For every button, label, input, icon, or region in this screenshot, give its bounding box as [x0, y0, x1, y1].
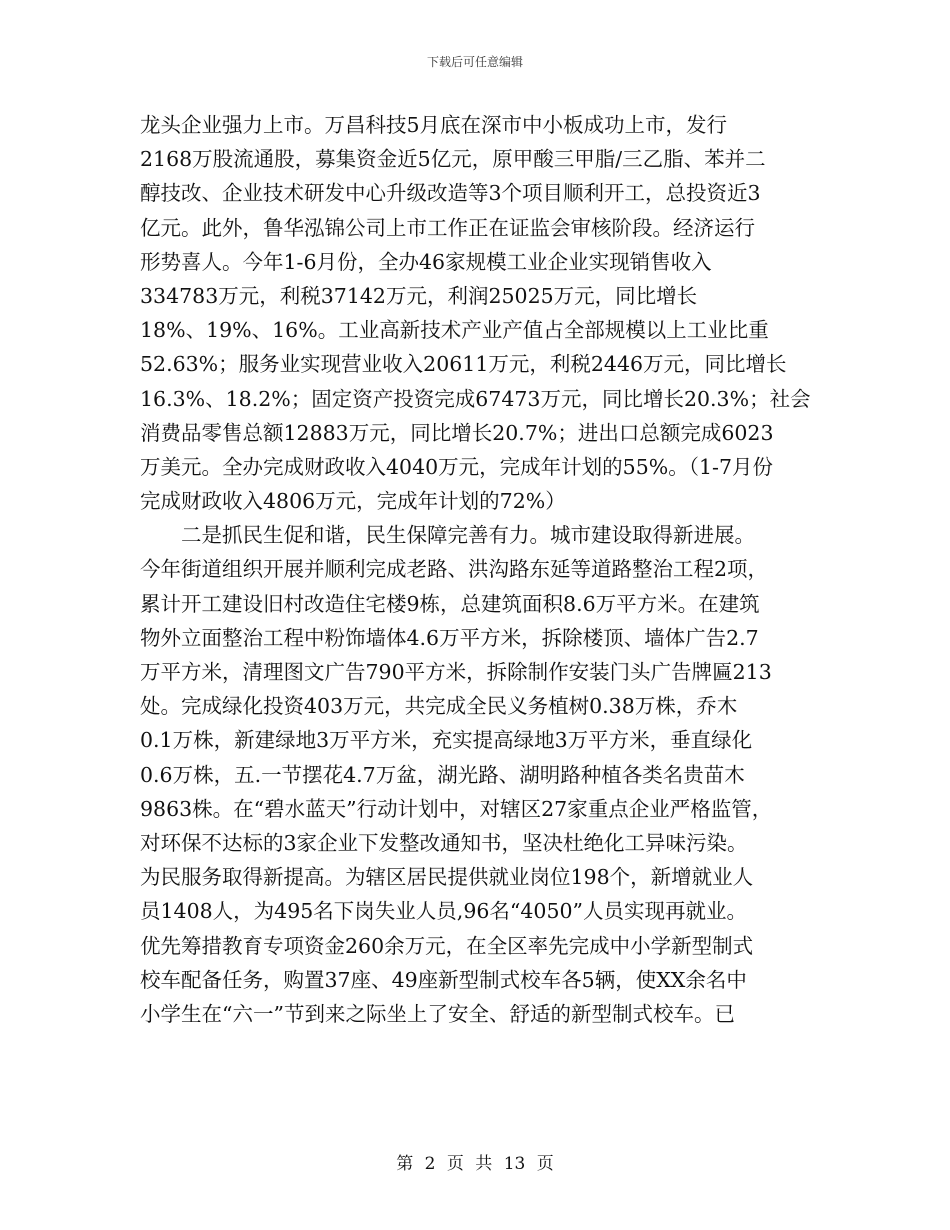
text-line: 0.1万株，新建绿地3万平方米，充实提高绿地3万平方米，垂直绿化	[140, 728, 753, 753]
text-line: 校车配备任务，购置37座、49座新型制式校车各5辆，使XX余名中	[140, 967, 747, 992]
text-line: 小学生在“六一”节到来之际坐上了安全、舒适的新型制式校车。已	[140, 1001, 735, 1026]
text-line: 优先筹措教育专项资金260余万元，在全区率先完成中小学新型制式	[140, 933, 754, 958]
text-line: 醇技改、企业技术研发中心升级改造等3个项目顺利开工，总投资近3	[140, 181, 761, 206]
text-line: 员1408人，为495名下岗失业人员,96名“4050”人员实现再就业。	[140, 899, 748, 924]
page-footer: 第 2 页 共 13 页	[396, 1154, 554, 1174]
text-line: 为民服务取得新提高。为辖区居民提供就业岗位198个，新增就业人	[140, 865, 754, 890]
page-header: 下载后可任意编辑	[426, 55, 523, 69]
text-line: 形势喜人。今年1-6月份，全办46家规模工业企业实现销售收入	[140, 249, 712, 274]
text-line: 亿元。此外，鲁华泓锦公司上市工作正在证监会审核阶段。经济运行	[140, 215, 755, 240]
text-line: 334783万元，利税37142万元，利润25025万元，同比增长	[140, 283, 698, 308]
document-body	[140, 108, 815, 1031]
text-line: 龙头企业强力上市。万昌科技5月底在深市中小板成功上市，发行	[140, 113, 728, 137]
text-line: 今年街道组织开展并顺利完成老路、洪沟路东延等道路整治工程2项，	[140, 557, 769, 582]
text-line: 万美元。全办完成财政收入4040万元，完成年计划的55%。（1-7月份	[140, 454, 773, 479]
text-line: 处。完成绿化投资403万元，共完成全民义务植树0.38万株，乔木	[140, 694, 738, 719]
text-line: 9863株。在“碧水蓝天”行动计划中，对辖区27家重点企业严格监管，	[140, 796, 773, 821]
text-line: 0.6万株，五.一节摆花4.7万盆，湖光路、湖明路种植各类名贵苗木	[140, 762, 745, 787]
text-line: 18%、19%、16%。工业高新技术产业产值占全部规模以上工业比重	[140, 318, 769, 343]
text-line: 物外立面整治工程中粉饰墙体4.6万平方米，拆除楼顶、墙体广告2.7	[140, 625, 759, 650]
text-line: 52.63%；服务业实现营业收入20611万元，利税2446万元，同比增长	[140, 352, 787, 377]
text-line: 16.3%、18.2%；固定资产投资完成67473万元，同比增长20.3%；社会	[140, 386, 811, 411]
text-line: 消费品零售总额12883万元，同比增长20.7%；进出口总额完成6023	[140, 420, 774, 445]
text-line: 完成财政收入4806万元，完成年计划的72%）	[140, 489, 566, 514]
text-line: 万平方米，清理图文广告790平方米，拆除制作安装门头广告牌匾213	[140, 660, 772, 684]
text-line: 二是抓民生促和谐，民生保障完善有力。城市建设取得新进展。	[140, 523, 755, 548]
text-line: 对环保不达标的3家企业下发整改通知书，坚决杜绝化工异味污染。	[140, 830, 748, 855]
text-line: 2168万股流通股，募集资金近5亿元，原甲酸三甲脂/三乙脂、苯并二	[140, 147, 766, 172]
text-line: 累计开工建设旧村改造住宅楼9栋，总建筑面积8.6万平方米。在建筑	[140, 591, 760, 616]
